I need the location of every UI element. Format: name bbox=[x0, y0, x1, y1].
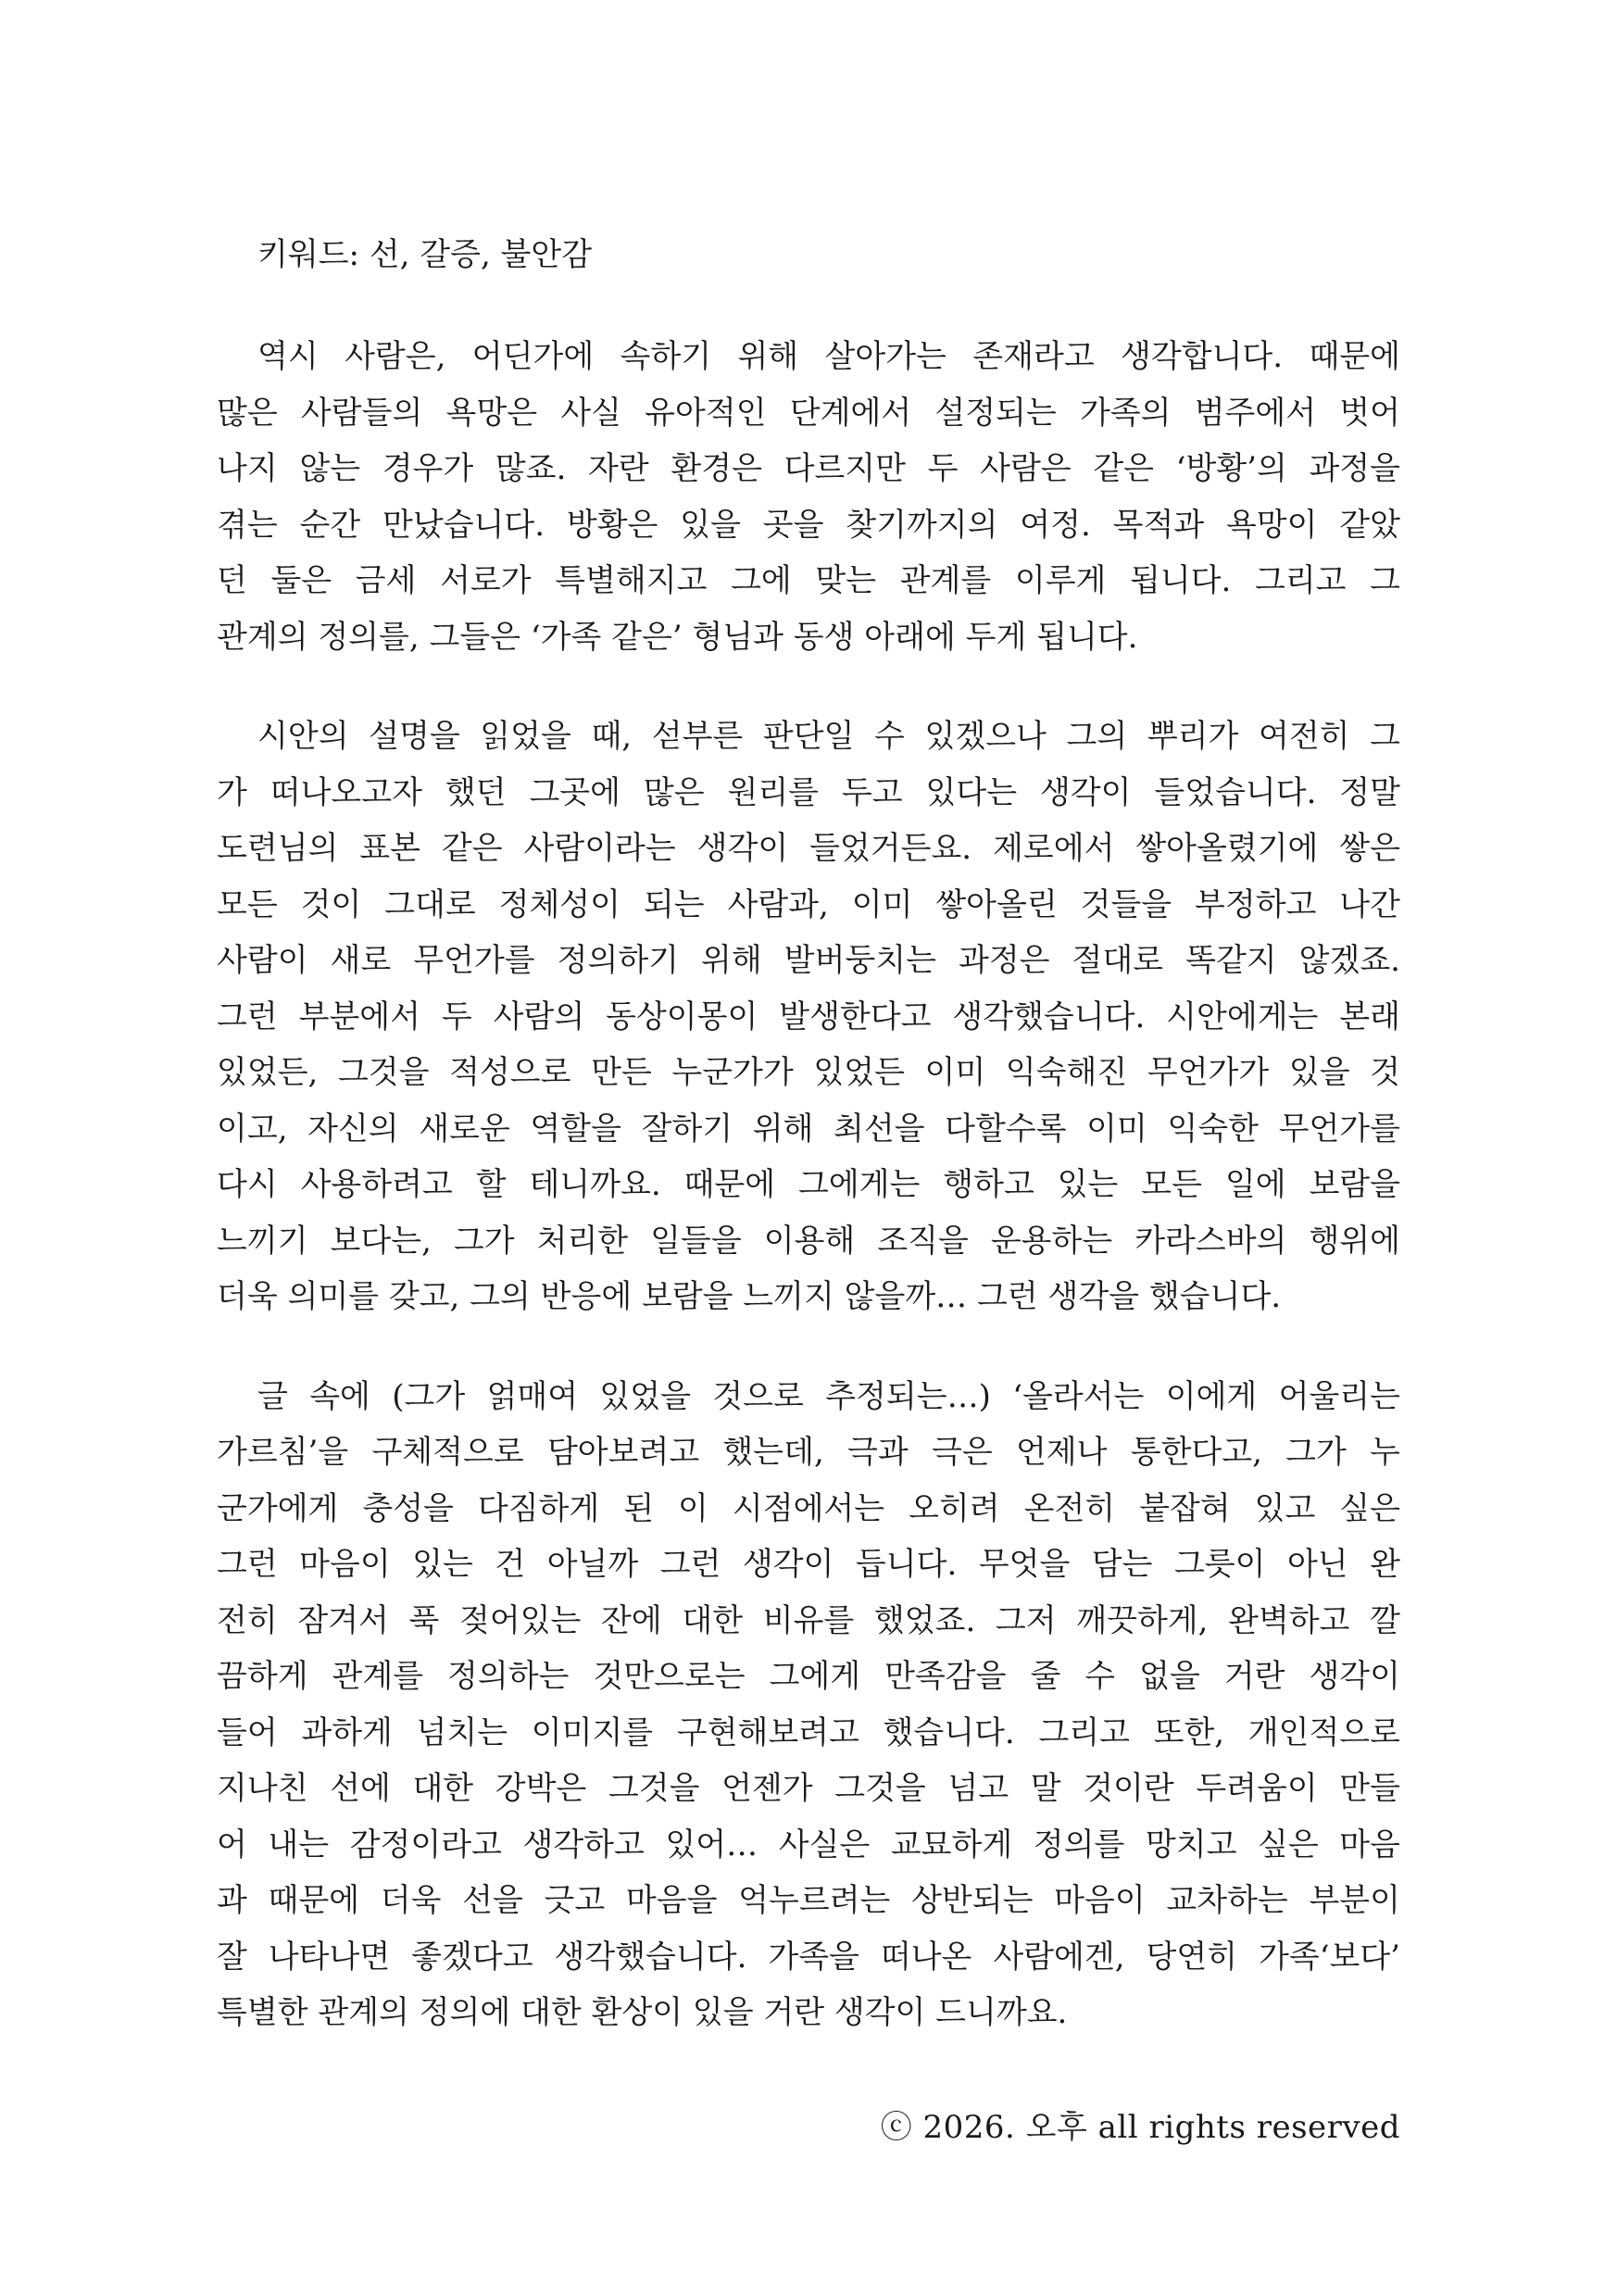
keywords-line: 키워드: 선, 갈증, 불안감 bbox=[257, 236, 593, 273]
paragraph-line: 그런 마음이 있는 건 아닐까 그런 생각이 듭니다. 무엇을 담는 그릇이 아닌 완 bbox=[217, 1546, 1400, 1583]
paragraph-line: 글 속에 (그가 얽매여 있었을 것으로 추정되는…) ‘올라서는 이에게 어울리는 bbox=[257, 1377, 1400, 1415]
paragraph-line: 지나친 선에 대한 강박은 그것을 언젠가 그것을 넘고 말 것이란 두려움이 만들 bbox=[217, 1770, 1400, 1807]
paragraph-line: 사람이 새로 무언가를 정의하기 위해 발버둥치는 과정은 절대로 똑같지 않겠죠. bbox=[217, 942, 1400, 979]
paragraph-line: 도련님의 표본 같은 사람이라는 생각이 들었거든요. 제로에서 쌓아올렸기에 쌓은 bbox=[217, 830, 1400, 867]
paragraph-line: 모든 것이 그대로 정체성이 되는 사람과, 이미 쌓아올린 것들을 부정하고 나간 bbox=[217, 885, 1400, 923]
paragraph-1 bbox=[217, 329, 1400, 665]
paragraph-line: 시안의 설명을 읽었을 때, 섣부른 판단일 수 있겠으나 그의 뿌리가 여전히 그 bbox=[257, 718, 1400, 755]
paragraph-line: 어 내는 감정이라고 생각하고 있어… 사실은 교묘하게 정의를 망치고 싶은 마음 bbox=[217, 1826, 1400, 1863]
paragraph-line: 더욱 의미를 갖고, 그의 반응에 보람을 느끼지 않을까… 그런 생각을 했습니다. bbox=[217, 1278, 1282, 1315]
paragraph-line: 던 둘은 금세 서로가 특별해지고 그에 맞는 관계를 이루게 됩니다. 그리고 그 bbox=[217, 562, 1400, 599]
paragraph-line: 관계의 정의를, 그들은 ‘가족 같은’ 형님과 동생 아래에 두게 됩니다. bbox=[217, 618, 1138, 656]
paragraph-line: 가 떠나오고자 했던 그곳에 많은 원리를 두고 있다는 생각이 들었습니다. 정말 bbox=[217, 773, 1400, 811]
paragraph-line: 전히 잠겨서 푹 젖어있는 잔에 대한 비유를 했었죠. 그저 깨끗하게, 완벽하고 깔 bbox=[217, 1601, 1400, 1639]
paragraph-line: 군가에게 충성을 다짐하게 된 이 시점에서는 오히려 온전히 붙잡혀 있고 싶은 bbox=[217, 1489, 1400, 1527]
paragraph-line: 느끼기 보다는, 그가 처리한 일들을 이용해 조직을 운용하는 카라스바의 행위에 bbox=[217, 1222, 1400, 1260]
paragraph-line: 나지 않는 경우가 많죠. 자란 환경은 다르지만 두 사람은 같은 ‘방황’의 과정을 bbox=[217, 450, 1400, 487]
paragraph-line: 들어 과하게 넘치는 이미지를 구현해보려고 했습니다. 그리고 또한, 개인적으로 bbox=[217, 1713, 1400, 1751]
paragraph-line: 특별한 관계의 정의에 대한 환상이 있을 거란 생각이 드니까요. bbox=[217, 1994, 1068, 2031]
paragraph-line: 역시 사람은, 어딘가에 속하기 위해 살아가는 존재라고 생각합니다. 때문에 bbox=[257, 338, 1400, 375]
document-body bbox=[217, 227, 1400, 2085]
paragraph-line: 많은 사람들의 욕망은 사실 유아적인 단계에서 설정되는 가족의 범주에서 벗어 bbox=[217, 394, 1400, 432]
paragraph-2 bbox=[217, 709, 1400, 1325]
paragraph-line: 잘 나타나면 좋겠다고 생각했습니다. 가족을 떠나온 사람에겐, 당연히 가족‘보다’ bbox=[217, 1938, 1400, 1976]
paragraph-line: 끔하게 관계를 정의하는 것만으로는 그에게 만족감을 줄 수 없을 거란 생각이 bbox=[217, 1658, 1400, 1695]
paragraph-line: 과 때문에 더욱 선을 긋고 마음을 억누르려는 상반되는 마음이 교차하는 부분이 bbox=[217, 1882, 1400, 1919]
paragraph-line: 가르침’을 구체적으로 담아보려고 했는데, 극과 극은 언제나 통한다고, 그가 누 bbox=[217, 1434, 1400, 1471]
paragraph-line: 이고, 자신의 새로운 역할을 잘하기 위해 최선을 다할수록 이미 익숙한 무언가를 bbox=[217, 1110, 1400, 1148]
paragraph-line: 있었든, 그것을 적성으로 만든 누군가가 있었든 이미 익숙해진 무언가가 있을 것 bbox=[217, 1054, 1400, 1091]
paragraph-line: 다시 사용하려고 할 테니까요. 때문에 그에게는 행하고 있는 모든 일에 보람을 bbox=[217, 1166, 1400, 1203]
paragraph-3 bbox=[217, 1369, 1400, 2041]
paragraph-line: 그런 부분에서 두 사람의 동상이몽이 발생한다고 생각했습니다. 시안에게는 본래 bbox=[217, 997, 1400, 1035]
paragraph-line: 겪는 순간 만났습니다. 방황은 있을 곳을 찾기까지의 여정. 목적과 욕망이 같았 bbox=[217, 506, 1400, 544]
copyright-notice: ⓒ 2026. 오후 all rights reserved bbox=[880, 2109, 1400, 2146]
